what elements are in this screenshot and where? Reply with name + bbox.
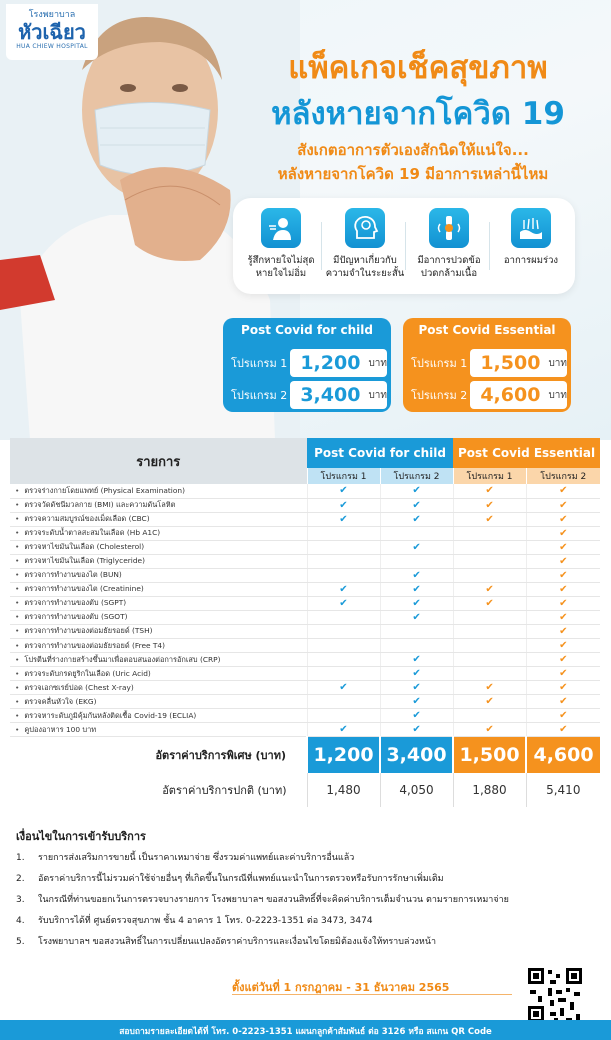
special-price: 1,200 bbox=[307, 737, 380, 773]
program-price: 1,500 bbox=[480, 352, 541, 374]
table-item-label: • ตรวจความสมบูรณ์ของเม็ดเลือด (CBC) bbox=[10, 512, 307, 526]
special-price-label: อัตราค่าบริการพิเศษ (บาท) bbox=[155, 749, 286, 763]
headline-title: แพ็คเกจเช็คสุขภาพ bbox=[288, 50, 548, 86]
check-icon: ✔ bbox=[453, 681, 526, 695]
hospital-logo bbox=[6, 4, 98, 60]
table-item-label: • คูปองอาหาร 100 บาท bbox=[10, 723, 307, 737]
table-row bbox=[10, 723, 600, 737]
check-icon: ✔ bbox=[307, 681, 380, 695]
table-row bbox=[10, 624, 600, 638]
hero-banner bbox=[0, 0, 611, 440]
normal-price: 4,050 bbox=[380, 773, 453, 807]
symptom-divider bbox=[321, 222, 322, 270]
check-icon: ✔ bbox=[380, 568, 453, 582]
check-icon: ✔ bbox=[526, 667, 600, 681]
joint-icon bbox=[429, 208, 469, 248]
check-icon: ✔ bbox=[307, 582, 380, 596]
package-row bbox=[227, 348, 387, 378]
normal-price-row bbox=[10, 773, 600, 807]
empty-cell bbox=[307, 610, 380, 624]
table-row bbox=[10, 582, 600, 596]
item-column-header: รายการ bbox=[10, 438, 307, 484]
check-icon: ✔ bbox=[526, 554, 600, 568]
symptom-hair bbox=[491, 208, 571, 267]
price-box bbox=[470, 381, 567, 409]
package-card-essential bbox=[403, 318, 571, 412]
check-icon: ✔ bbox=[380, 596, 453, 610]
program-price: 1,200 bbox=[300, 352, 361, 374]
child-column-header: Post Covid for child bbox=[307, 438, 453, 468]
special-price: 3,400 bbox=[380, 737, 453, 773]
promotion-period: ตั้งแต่วันที่ 1 กรกฎาคม - 31 ธันวาคม 2565 bbox=[232, 981, 450, 994]
condition-number: 2. bbox=[16, 874, 25, 884]
check-icon: ✔ bbox=[380, 681, 453, 695]
condition-item bbox=[16, 872, 606, 893]
empty-cell bbox=[307, 568, 380, 582]
program-price: 4,600 bbox=[480, 384, 541, 406]
table-row bbox=[10, 540, 600, 554]
table-row bbox=[10, 526, 600, 540]
check-icon: ✔ bbox=[380, 582, 453, 596]
condition-number: 3. bbox=[16, 895, 25, 905]
table-row bbox=[10, 709, 600, 723]
check-icon: ✔ bbox=[526, 498, 600, 512]
empty-cell bbox=[453, 709, 526, 723]
check-icon: ✔ bbox=[526, 582, 600, 596]
tagline-line2: หลังหายจากโควิด 19 มีอาการเหล่านี้ไหม bbox=[277, 165, 549, 183]
table-row bbox=[10, 695, 600, 709]
empty-cell bbox=[453, 667, 526, 681]
check-icon: ✔ bbox=[526, 653, 600, 667]
condition-text: รับบริการได้ที่ ศูนย์ตรวจสุขภาพ ชั้น 4 อาคาร 1 โทร. 0-2223-1351 ต่อ 3473, 3474 bbox=[38, 916, 373, 926]
table-item-label: • ตรวจระดับน้ำตาลสะสมในเลือด (Hb A1C) bbox=[10, 526, 307, 540]
check-icon: ✔ bbox=[526, 512, 600, 526]
package-title: Post Covid for child bbox=[241, 323, 373, 337]
logo-line3: HUA CHIEW HOSPITAL bbox=[16, 43, 88, 50]
price-unit: บาท bbox=[368, 389, 387, 401]
empty-cell bbox=[380, 624, 453, 638]
empty-cell bbox=[453, 610, 526, 624]
table-row bbox=[10, 484, 600, 498]
headline-subtitle: หลังหายจากโควิด 19 bbox=[271, 96, 565, 132]
program-label: โปรแกรม 1 bbox=[411, 357, 468, 370]
check-icon: ✔ bbox=[453, 484, 526, 498]
check-icon: ✔ bbox=[380, 653, 453, 667]
symptom-joint bbox=[409, 208, 489, 280]
breathing-icon bbox=[261, 208, 301, 248]
check-icon: ✔ bbox=[380, 512, 453, 526]
check-icon: ✔ bbox=[380, 498, 453, 512]
condition-number: 5. bbox=[16, 937, 25, 947]
table-item-label: • ตรวจการทำงานของต่อมธัยรอยด์ (TSH) bbox=[10, 624, 307, 638]
price-unit: บาท bbox=[548, 357, 567, 369]
check-icon: ✔ bbox=[526, 610, 600, 624]
check-icon: ✔ bbox=[526, 624, 600, 638]
symptom-label: มีปัญหาเกี่ยวกับ ความจำในระยะสั้น bbox=[325, 255, 405, 279]
table-body bbox=[10, 484, 600, 737]
symptom-memory bbox=[325, 208, 405, 280]
brain-icon bbox=[345, 208, 385, 248]
table-row bbox=[10, 667, 600, 681]
symptom-breathing bbox=[241, 208, 321, 280]
table-item-label: • ตรวจคลื่นหัวใจ (EKG) bbox=[10, 695, 307, 709]
qr-code-icon bbox=[528, 968, 582, 1022]
check-icon: ✔ bbox=[526, 723, 600, 737]
empty-cell bbox=[307, 667, 380, 681]
program-label: โปรแกรม 2 bbox=[411, 389, 468, 402]
condition-number: 1. bbox=[16, 853, 25, 863]
table-row bbox=[10, 610, 600, 624]
check-icon: ✔ bbox=[380, 610, 453, 624]
check-icon: ✔ bbox=[526, 596, 600, 610]
check-icon: ✔ bbox=[307, 512, 380, 526]
check-icon: ✔ bbox=[526, 484, 600, 498]
condition-item bbox=[16, 893, 606, 914]
check-icon: ✔ bbox=[526, 639, 600, 653]
empty-cell bbox=[453, 526, 526, 540]
check-icon: ✔ bbox=[526, 681, 600, 695]
table-item-label: • ตรวจการทำงานของตับ (SGOT) bbox=[10, 610, 307, 624]
table-row bbox=[10, 498, 600, 512]
hair-loss-icon bbox=[511, 208, 551, 248]
special-price: 1,500 bbox=[453, 737, 526, 773]
empty-cell bbox=[307, 624, 380, 638]
check-icon: ✔ bbox=[453, 512, 526, 526]
table-item-label: • ตรวจการทำงานของไต (BUN) bbox=[10, 568, 307, 582]
table-row bbox=[10, 653, 600, 667]
table-item-label: • ตรวจการทำงานของไต (Creatinine) bbox=[10, 582, 307, 596]
program-label: โปรแกรม 2 bbox=[231, 389, 288, 402]
condition-text: อัตราค่าบริการนี้ไม่รวมค่าใช้จ่ายอื่นๆ ที่เกิดขึ้นในกรณีที่แพทย์แนะนำในการตรวจหรือรับการรักษาเพิ่มเติม bbox=[38, 874, 444, 884]
empty-cell bbox=[307, 709, 380, 723]
package-title: Post Covid Essential bbox=[418, 323, 556, 337]
check-icon: ✔ bbox=[526, 526, 600, 540]
empty-cell bbox=[453, 639, 526, 653]
package-card-child bbox=[223, 318, 391, 412]
check-icon: ✔ bbox=[307, 484, 380, 498]
condition-item bbox=[16, 851, 606, 872]
special-price-row bbox=[10, 737, 600, 773]
period-underline bbox=[232, 994, 512, 995]
empty-cell bbox=[453, 554, 526, 568]
table-item-label: • ตรวจการทำงานของตับ (SGPT) bbox=[10, 596, 307, 610]
check-icon: ✔ bbox=[526, 540, 600, 554]
conditions-title: เงื่อนไขในการเข้ารับบริการ bbox=[16, 830, 146, 843]
price-unit: บาท bbox=[368, 357, 387, 369]
symptom-panel bbox=[233, 198, 575, 294]
conditions-list bbox=[16, 851, 606, 956]
price-box bbox=[290, 349, 387, 377]
package-row bbox=[407, 380, 567, 410]
table-item-label: • ตรวจวัดดัชนีมวลกาย (BMI) และความดันโลหิต bbox=[10, 498, 307, 512]
check-icon: ✔ bbox=[453, 498, 526, 512]
qr-code[interactable] bbox=[524, 964, 586, 1026]
table-item-label: • ตรวจหาไขมันในเลือด (Cholesterol) bbox=[10, 540, 307, 554]
table-row bbox=[10, 554, 600, 568]
price-box bbox=[290, 381, 387, 409]
empty-cell bbox=[453, 653, 526, 667]
check-icon: ✔ bbox=[526, 695, 600, 709]
check-icon: ✔ bbox=[526, 568, 600, 582]
table-row bbox=[10, 639, 600, 653]
symptom-label: รู้สึกหายใจไม่สุด หายใจไม่อิ่ม bbox=[247, 255, 315, 279]
table-item-label: • ตรวจระดับกรดยูริกในเลือด (Uric Acid) bbox=[10, 667, 307, 681]
sub-header-child-p1: โปรแกรม 1 bbox=[307, 468, 380, 484]
sub-header-child-p2: โปรแกรม 2 bbox=[380, 468, 453, 484]
price-box bbox=[470, 349, 567, 377]
empty-cell bbox=[307, 554, 380, 568]
check-icon: ✔ bbox=[380, 540, 453, 554]
check-icon: ✔ bbox=[453, 596, 526, 610]
condition-number: 4. bbox=[16, 916, 25, 926]
normal-price-label: อัตราค่าบริการปกติ (บาท) bbox=[162, 783, 287, 797]
check-icon: ✔ bbox=[380, 695, 453, 709]
logo-line2: หัวเฉียว bbox=[18, 20, 86, 44]
empty-cell bbox=[307, 526, 380, 540]
normal-price: 5,410 bbox=[526, 773, 600, 807]
empty-cell bbox=[380, 554, 453, 568]
condition-text: ในกรณีที่ท่านขอยกเว้นการตรวจบางรายการ โรงพยาบาลฯ ขอสงวนสิทธิ์ที่จะคิดค่าบริการเต็มจำนวน ตามรายการเหมาจ่าย bbox=[38, 895, 509, 905]
check-icon: ✔ bbox=[453, 695, 526, 709]
check-icon: ✔ bbox=[380, 484, 453, 498]
empty-cell bbox=[307, 540, 380, 554]
table-item-label: • ตรวจการทำงานของต่อมธัยรอยด์ (Free T4) bbox=[10, 639, 307, 653]
check-icon: ✔ bbox=[307, 596, 380, 610]
logo-line1: โรงพยาบาล bbox=[28, 10, 76, 20]
footer-contact: สอบถามรายละเอียดได้ที่ โทร. 0-2223-1351 แผนกลูกค้าสัมพันธ์ ต่อ 3126 หรือ สแกน QR Code bbox=[0, 1024, 611, 1040]
special-price: 4,600 bbox=[526, 737, 600, 773]
check-icon: ✔ bbox=[380, 723, 453, 737]
condition-text: โรงพยาบาลฯ ขอสงวนสิทธิ์ในการเปลี่ยนแปลงอัตราค่าบริการและเงื่อนไขโดยมิต้องแจ้งให้ทราบล่วงหน้า bbox=[38, 937, 437, 947]
check-icon: ✔ bbox=[380, 667, 453, 681]
condition-item bbox=[16, 914, 606, 935]
check-icon: ✔ bbox=[380, 709, 453, 723]
symptom-label: อาการผมร่วง bbox=[503, 255, 559, 266]
empty-cell bbox=[380, 639, 453, 653]
normal-price: 1,880 bbox=[453, 773, 526, 807]
table-row bbox=[10, 568, 600, 582]
comparison-table bbox=[10, 438, 600, 807]
table-item-label: • ตรวจเอกซเรย์ปอด (Chest X-ray) bbox=[10, 681, 307, 695]
table-item-label: • ตรวจหาไขมันในเลือด (Triglyceride) bbox=[10, 554, 307, 568]
empty-cell bbox=[453, 624, 526, 638]
condition-text: รายการส่งเสริมการขายนี้ เป็นราคาเหมาจ่าย ซึ่งรวมค่าแพทย์และค่าบริการอื่นแล้ว bbox=[38, 853, 355, 863]
price-unit: บาท bbox=[548, 389, 567, 401]
symptom-divider bbox=[489, 222, 490, 270]
empty-cell bbox=[453, 540, 526, 554]
check-icon: ✔ bbox=[453, 723, 526, 737]
symptom-divider bbox=[405, 222, 406, 270]
symptom-label: มีอาการปวดข้อ ปวดกล้ามเนื้อ bbox=[417, 255, 481, 279]
check-icon: ✔ bbox=[526, 709, 600, 723]
package-row bbox=[227, 380, 387, 410]
empty-cell bbox=[307, 639, 380, 653]
table-row bbox=[10, 596, 600, 610]
empty-cell bbox=[307, 653, 380, 667]
condition-item bbox=[16, 935, 606, 956]
program-label: โปรแกรม 1 bbox=[231, 357, 288, 370]
sub-header-ess-p1: โปรแกรม 1 bbox=[453, 468, 526, 484]
essential-column-header: Post Covid Essential bbox=[453, 438, 600, 468]
empty-cell bbox=[453, 568, 526, 582]
table-item-label: • ตรวจร่างกายโดยแพทย์ (Physical Examination) bbox=[10, 484, 307, 498]
program-price: 3,400 bbox=[300, 384, 361, 406]
check-icon: ✔ bbox=[307, 723, 380, 737]
table-row bbox=[10, 681, 600, 695]
sub-header-ess-p2: โปรแกรม 2 bbox=[526, 468, 600, 484]
normal-price: 1,480 bbox=[307, 773, 380, 807]
empty-cell bbox=[380, 526, 453, 540]
package-row bbox=[407, 348, 567, 378]
table-item-label: • โปรตีนที่ร่างกายสร้างขึ้นมาเพื่อตอบสนองต่อการอักเสบ (CRP) bbox=[10, 653, 307, 667]
check-icon: ✔ bbox=[307, 498, 380, 512]
table-item-label: • ตรวจหาระดับภูมิคุ้มกันหลังติดเชื้อ Covid-19 (ECLIA) bbox=[10, 709, 307, 723]
check-icon: ✔ bbox=[453, 582, 526, 596]
tagline-line1: สังเกตอาการตัวเองสักนิดให้แน่ใจ... bbox=[297, 141, 529, 159]
table-row bbox=[10, 512, 600, 526]
empty-cell bbox=[307, 695, 380, 709]
